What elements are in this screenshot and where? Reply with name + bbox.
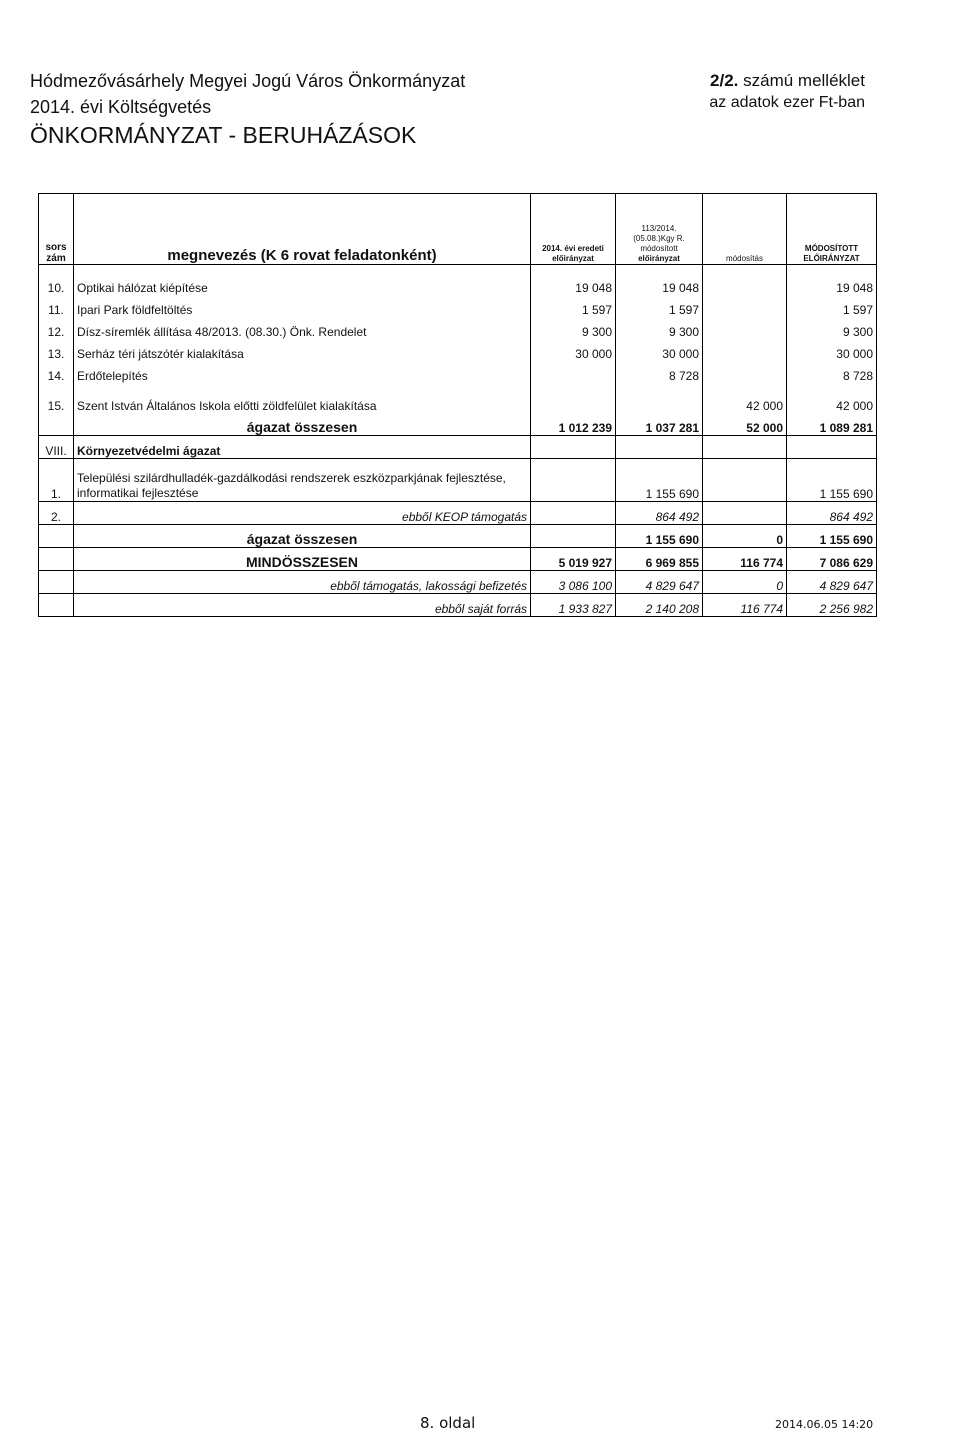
col-header-final: MÓDOSÍTOTT ELŐIRÁNYZAT: [787, 194, 877, 265]
sector-total-row: [39, 413, 877, 436]
cell-amended: 1 597: [616, 295, 703, 317]
cell-amended: 9 300: [616, 317, 703, 339]
col-header-original: 2014. évi eredeti előirányzat: [531, 194, 616, 265]
unit-note: az adatok ezer Ft-ban: [709, 94, 865, 111]
cell-final: 4 829 647: [787, 571, 877, 594]
cell-final: 864 492: [787, 502, 877, 525]
cell-original: 19 048: [531, 273, 616, 295]
row-name: Serház téri játszótér kialakítása: [74, 339, 531, 361]
cell-original: [531, 525, 616, 548]
cell-modification: 116 774: [703, 548, 787, 571]
table-row: [39, 391, 877, 413]
cell-original: 9 300: [531, 317, 616, 339]
cell-final: 19 048: [787, 273, 877, 295]
cell-amended: 1 037 281: [616, 413, 703, 436]
cell-modification: 0: [703, 571, 787, 594]
row-name: Optikai hálózat kiépítése: [74, 273, 531, 295]
row-name: Dísz-síremlék állítása 48/2013. (08.30.) Önk. Rendelet: [74, 317, 531, 339]
cell-modification: 42 000: [703, 391, 787, 413]
table-header-row: [39, 194, 877, 265]
row-number: 1.: [39, 459, 74, 502]
row-number: 11.: [39, 295, 74, 317]
cell-final: 1 155 690: [787, 459, 877, 502]
annex-number: 2/2.: [710, 71, 739, 90]
annex-label: [709, 70, 865, 92]
cell-final: 1 155 690: [787, 525, 877, 548]
grand-total-row: [39, 548, 877, 571]
sector-total-label: ágazat összesen: [74, 525, 531, 548]
cell-final: 2 256 982: [787, 594, 877, 617]
row-name: ebből KEOP támogatás: [74, 502, 531, 525]
row-number: 12.: [39, 317, 74, 339]
cell-modification: [703, 273, 787, 295]
row-name: Ipari Park földfeltöltés: [74, 295, 531, 317]
cell-modification: [703, 317, 787, 339]
own-source-label: ebből saját forrás: [74, 594, 531, 617]
cell-final: 1 089 281: [787, 413, 877, 436]
table-row: [39, 295, 877, 317]
cell-original: [531, 361, 616, 383]
cell-original: 3 086 100: [531, 571, 616, 594]
cell-amended: 4 829 647: [616, 571, 703, 594]
table-row: [39, 361, 877, 383]
cell-modification: 0: [703, 525, 787, 548]
cell-amended: 2 140 208: [616, 594, 703, 617]
cell-original: 1 012 239: [531, 413, 616, 436]
table-row: [39, 459, 877, 502]
support-label: ebből támogatás, lakossági befizetés: [74, 571, 531, 594]
cell-modification: [703, 361, 787, 383]
row-number: 13.: [39, 339, 74, 361]
cell-original: 1 933 827: [531, 594, 616, 617]
cell-modification: 116 774: [703, 594, 787, 617]
row-name: Szent István Általános Iskola előtti zöldfelület kialakítása: [74, 391, 531, 413]
investment-table: [38, 193, 877, 617]
row-name: Erdőtelepítés: [74, 361, 531, 383]
cell-final: 1 597: [787, 295, 877, 317]
cell-final: 9 300: [787, 317, 877, 339]
table-row: [39, 273, 877, 295]
table-row: [39, 339, 877, 361]
row-number: 14.: [39, 361, 74, 383]
row-number: 15.: [39, 391, 74, 413]
col-header-name: megnevezés (K 6 rovat feladatonként): [74, 194, 531, 265]
cell-original: 5 019 927: [531, 548, 616, 571]
cell-original: 30 000: [531, 339, 616, 361]
spacer-row: [39, 383, 877, 391]
annex-suffix: számú melléklet: [738, 71, 865, 90]
section-number: VIII.: [39, 436, 74, 459]
cell-amended: 30 000: [616, 339, 703, 361]
document-title-block: [30, 68, 465, 148]
cell-modification: [703, 502, 787, 525]
row-number: 10.: [39, 273, 74, 295]
organization-name: Hódmezővásárhely Megyei Jogú Város Önkormányzat: [30, 71, 466, 91]
cell-original: [531, 502, 616, 525]
grand-total-label: MINDÖSSZESEN: [74, 548, 531, 571]
annex-block: [709, 70, 865, 114]
col-header-sors: sors zám: [39, 194, 74, 265]
table-row: [39, 502, 877, 525]
cell-modification: 52 000: [703, 413, 787, 436]
cell-amended: 19 048: [616, 273, 703, 295]
cell-amended: 864 492: [616, 502, 703, 525]
cell-amended: 6 969 855: [616, 548, 703, 571]
section-header-row: [39, 436, 877, 459]
cell-final: 42 000: [787, 391, 877, 413]
print-timestamp: 2014.06.05 14:20: [775, 1418, 874, 1431]
sector-total-row: [39, 525, 877, 548]
col-header-amended: 113/2014. (05.08.)Kgy R. módosított előirányzat: [616, 194, 703, 265]
page-number: 8. oldal: [420, 1414, 476, 1432]
cell-final: 30 000: [787, 339, 877, 361]
budget-year: 2014. évi Költségvetés: [30, 97, 212, 117]
row-number: 2.: [39, 502, 74, 525]
cell-amended: [616, 391, 703, 413]
cell-amended: 1 155 690: [616, 459, 703, 502]
cell-original: 1 597: [531, 295, 616, 317]
spacer-row: [39, 265, 877, 274]
support-row: [39, 571, 877, 594]
sector-total-label: ágazat összesen: [74, 413, 531, 436]
cell-original: [531, 459, 616, 502]
own-source-row: [39, 594, 877, 617]
cell-modification: [703, 295, 787, 317]
cell-original: [531, 391, 616, 413]
cell-modification: [703, 339, 787, 361]
col-header-modification: módosítás: [703, 194, 787, 265]
section-title: Környezetvédelmi ágazat: [74, 436, 531, 459]
page-title: ÖNKORMÁNYZAT - BERUHÁZÁSOK: [30, 122, 417, 148]
cell-final: 7 086 629: [787, 548, 877, 571]
cell-final: 8 728: [787, 361, 877, 383]
cell-modification: [703, 459, 787, 502]
cell-amended: 1 155 690: [616, 525, 703, 548]
table-row: [39, 317, 877, 339]
row-name: Települési szilárdhulladék-gazdálkodási rendszerek eszközparkjának fejlesztése, informatikai fejlesztése: [74, 459, 531, 502]
cell-amended: 8 728: [616, 361, 703, 383]
